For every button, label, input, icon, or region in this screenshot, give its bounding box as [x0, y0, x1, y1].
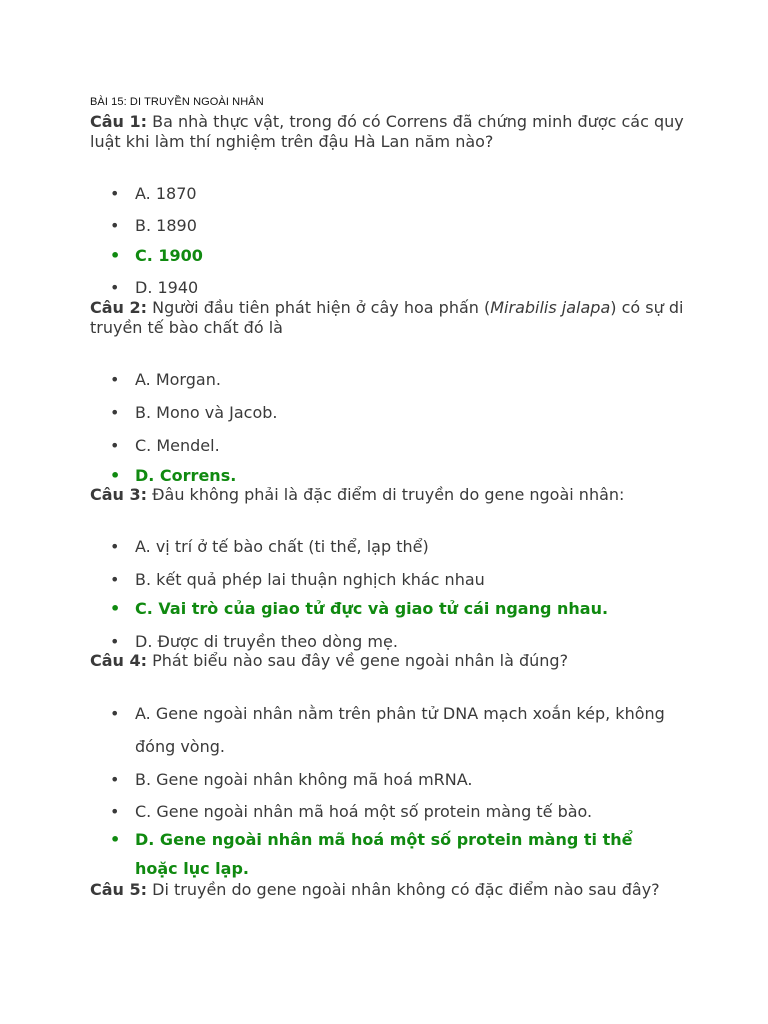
bullet-icon: • — [110, 570, 120, 589]
bullet-icon: • — [110, 632, 120, 651]
bullet-icon: • — [110, 184, 120, 203]
document-title: BÀI 15: DI TRUYỀN NGOÀI NHÂN — [90, 96, 264, 108]
bullet-icon: • — [110, 403, 120, 422]
option-d: • D. Được di truyền theo dòng mẹ. — [110, 625, 670, 658]
bullet-icon: • — [110, 466, 121, 485]
option-d: • D. 1940 — [110, 271, 670, 304]
bullet-icon: • — [110, 599, 121, 618]
bullet-icon: • — [110, 370, 120, 389]
question-text: Di truyền do gene ngoài nhân không có đặc điểm nào sau đây? — [152, 880, 660, 899]
question-label: Câu 1: — [90, 112, 148, 131]
question-label: Câu 3: — [90, 485, 148, 504]
option-b: • B. Gene ngoài nhân không mã hoá mRNA. — [110, 763, 670, 796]
question-3 — [90, 485, 690, 505]
option-c: • C. Gene ngoài nhân mã hoá một số protein màng tế bào. — [110, 795, 670, 828]
option-b: • B. 1890 — [110, 209, 670, 242]
option-b: • B. kết quả phép lai thuận nghịch khác nhau — [110, 563, 670, 596]
option-d-correct: • D. Gene ngoài nhân mã hoá một số protein màng ti thể hoặc lục lạp. — [110, 825, 670, 883]
question-text: Ba nhà thực vật, trong đó có Correns đã chứng minh được các quy luật khi làm thí nghiệm trên đậu Hà Lan năm nào? — [90, 112, 684, 151]
question-label: Câu 4: — [90, 651, 148, 670]
question-2 — [90, 298, 690, 338]
bullet-icon: • — [110, 704, 120, 723]
option-b: • B. Mono và Jacob. — [110, 396, 670, 429]
option-a: • A. Morgan. — [110, 363, 670, 396]
bullet-icon: • — [110, 802, 120, 821]
question-text-after: ) có sự di truyền tế bào chất đó là — [90, 298, 684, 337]
option-a: • A. Gene ngoài nhân nằm trên phân tử DNA mạch xoắn kép, không đóng vòng. — [110, 697, 670, 763]
option-c-correct: • C. 1900 — [110, 239, 670, 272]
option-c: • C. Mendel. — [110, 429, 670, 462]
species-name: Mirabilis jalapa — [490, 298, 611, 317]
bullet-icon: • — [110, 830, 121, 849]
bullet-icon: • — [110, 246, 121, 265]
question-text: Đâu không phải là đặc điểm di truyền do gene ngoài nhân: — [152, 485, 625, 504]
bullet-icon: • — [110, 537, 120, 556]
bullet-icon: • — [110, 216, 120, 235]
question-1 — [90, 112, 690, 152]
question-label: Câu 5: — [90, 880, 148, 899]
option-a: • A. 1870 — [110, 177, 670, 210]
option-c-correct: • C. Vai trò của giao tử đực và giao tử cái ngang nhau. — [110, 592, 670, 625]
bullet-icon: • — [110, 436, 120, 455]
option-d-correct: • D. Correns. — [110, 459, 670, 492]
question-text: Phát biểu nào sau đây về gene ngoài nhân là đúng? — [152, 651, 569, 670]
question-label: Câu 2: — [90, 298, 148, 317]
option-a: • A. vị trí ở tế bào chất (ti thể, lạp thể) — [110, 530, 670, 563]
bullet-icon: • — [110, 770, 120, 789]
question-text-before: Người đầu tiên phát hiện ở cây hoa phấn ( — [152, 298, 491, 317]
bullet-icon: • — [110, 278, 120, 297]
question-5 — [90, 880, 690, 900]
question-4 — [90, 651, 690, 671]
